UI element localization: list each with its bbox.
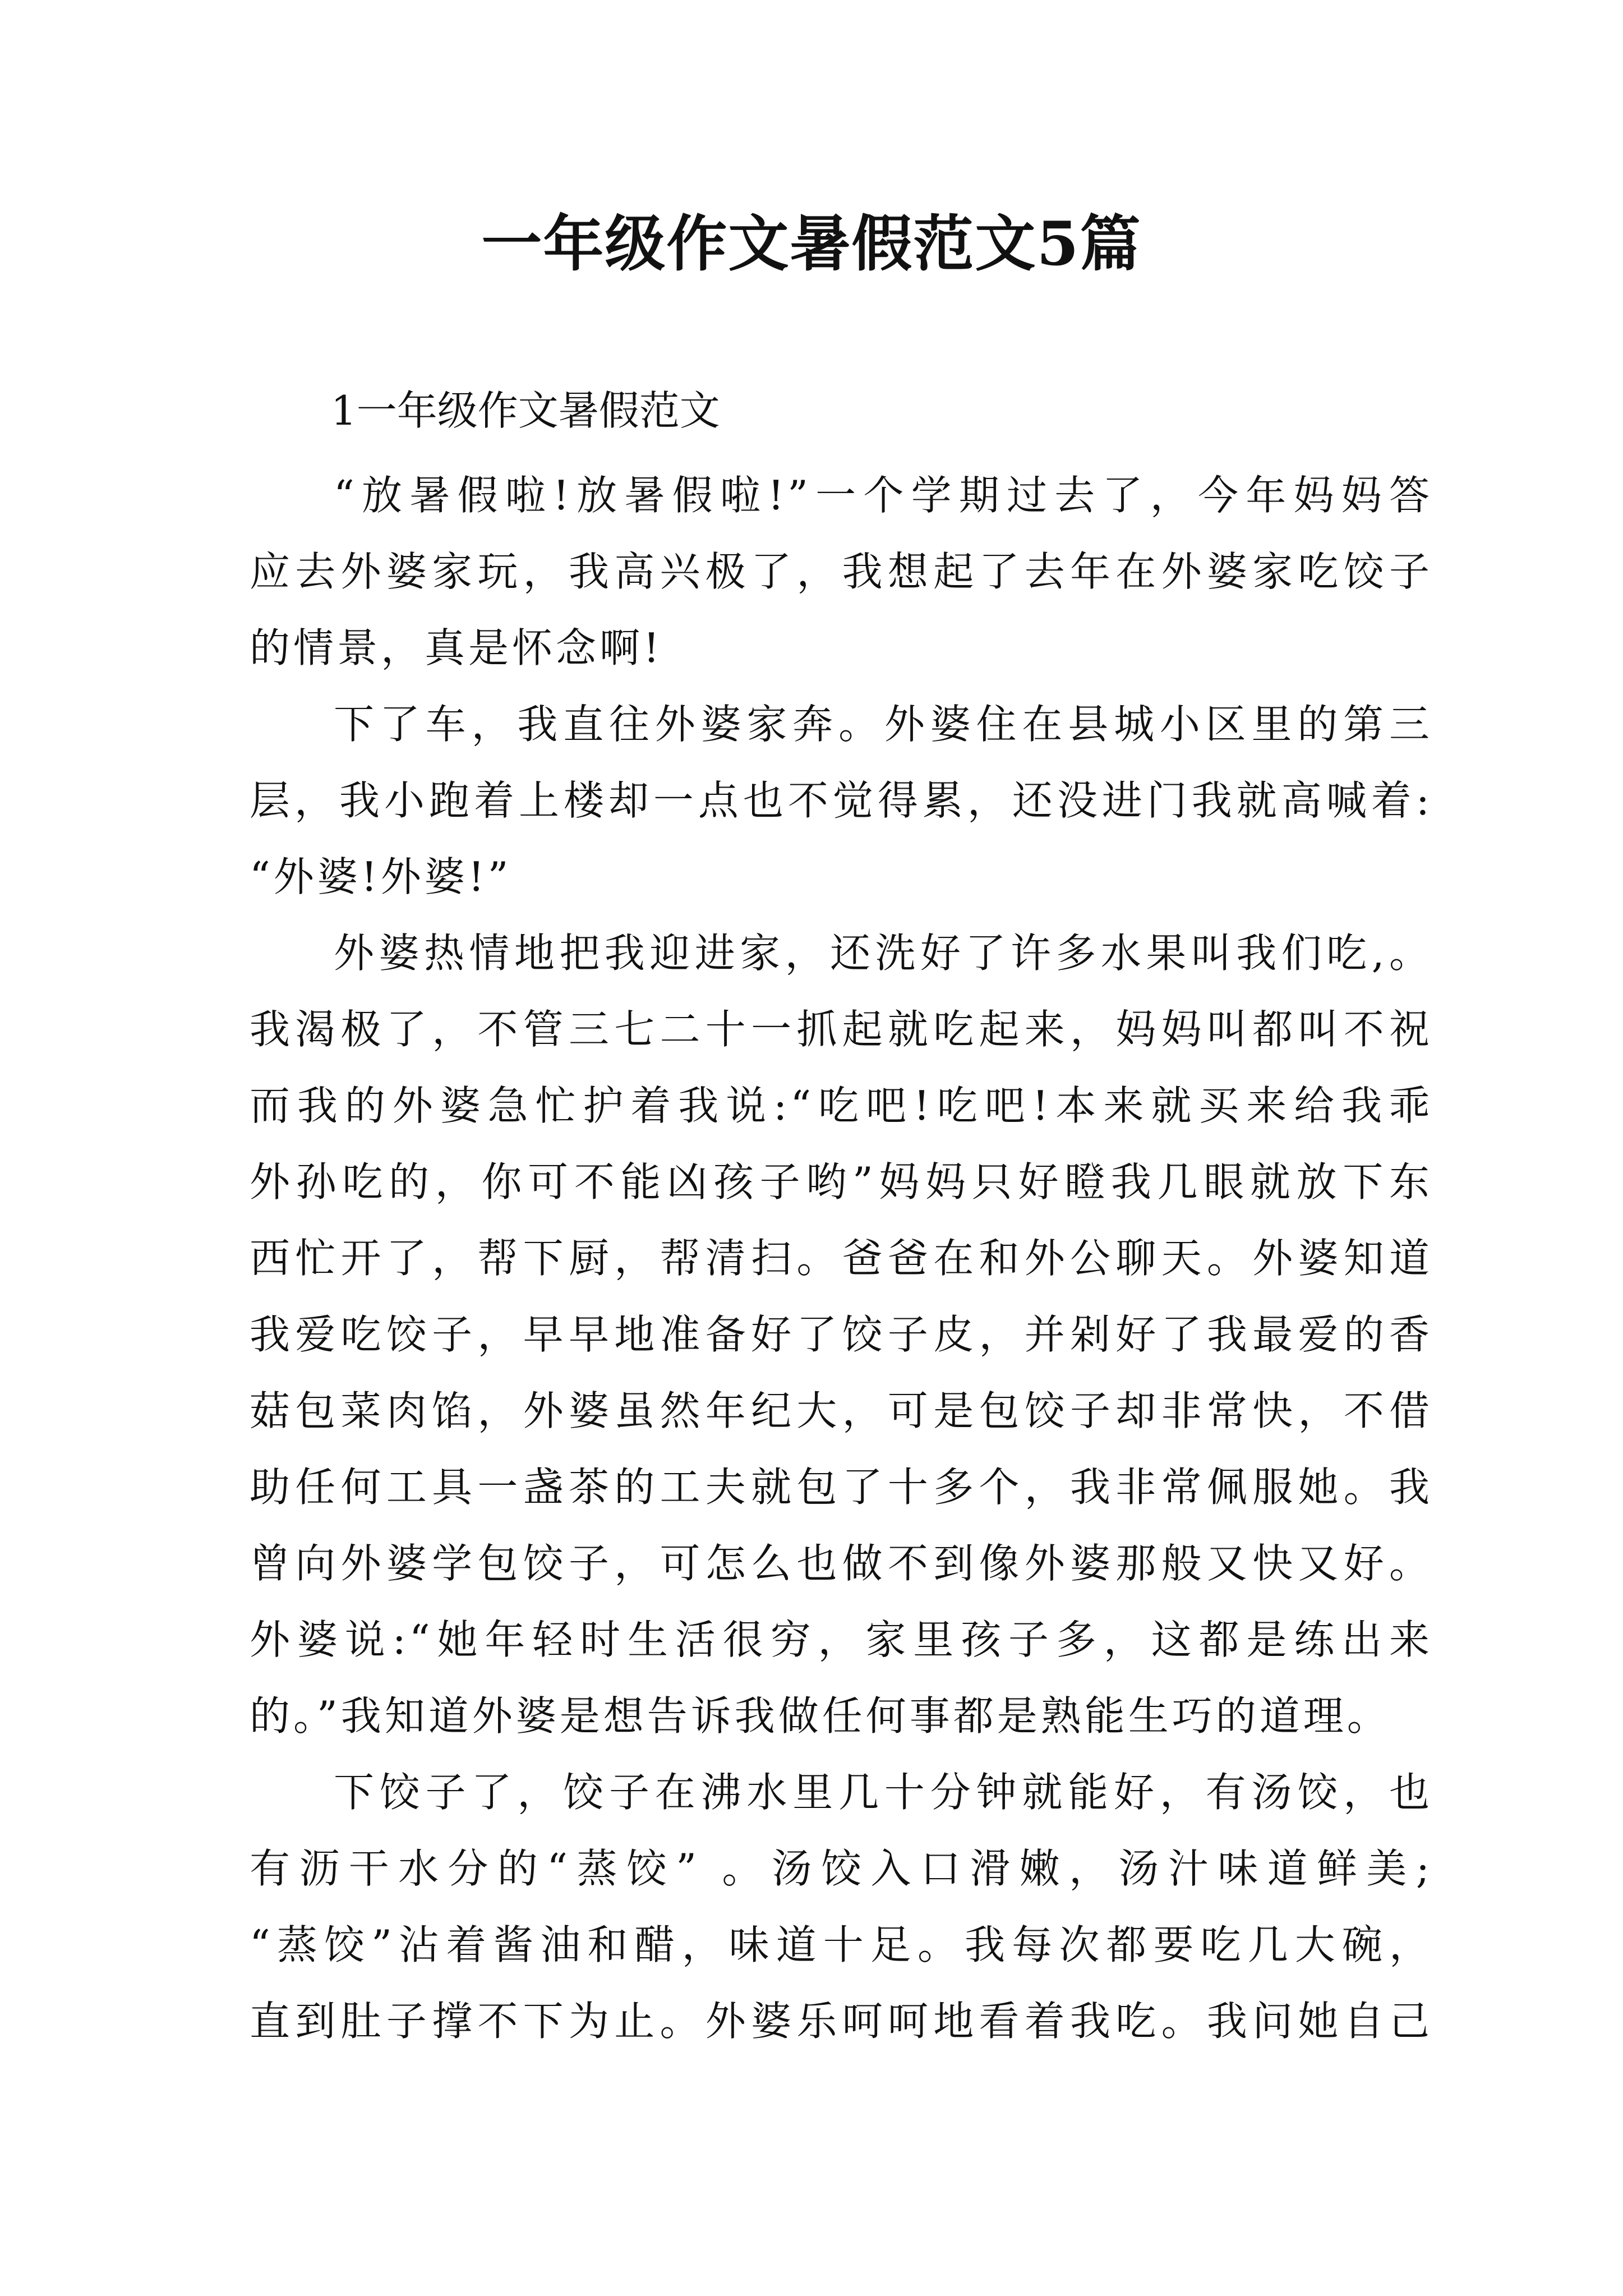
text-line: 我渴极了，不管三七二十一抓起就吃起来，妈妈叫都叫不祝 — [250, 1006, 1433, 1053]
text-line: 下饺子了，饺子在沸水里几十分钟就能好，有汤饺，也 — [334, 1769, 1433, 1816]
text-line: “外婆!外婆!” — [250, 853, 512, 900]
text-line: 助任何工具一盏茶的工夫就包了十多个，我非常佩服她。我 — [250, 1464, 1433, 1511]
text-line: 我爱吃饺子，早早地准备好了饺子皮，并剁好了我最爱的香 — [250, 1311, 1433, 1358]
text-line: 应去外婆家玩，我高兴极了，我想起了去年在外婆家吃饺子 — [250, 548, 1433, 595]
text-line: 西忙开了，帮下厨，帮清扫。爸爸在和外公聊天。外婆知道 — [250, 1235, 1433, 1282]
text-line: 层，我小跑着上楼却一点也不觉得累，还没进门我就高喊着: — [250, 777, 1433, 824]
text-line: 的情景，真是怀念啊! — [250, 624, 663, 671]
text-line: 外婆说:“她年轻时生活很穷，家里孩子多，这都是练出来 — [250, 1616, 1433, 1663]
document-title: 一年级作文暑假范文5篇 — [481, 209, 1142, 279]
text-line: 下了车，我直往外婆家奔。外婆住在县城小区里的第三 — [334, 701, 1433, 748]
text-line: 外孙吃的，你可不能凶孩子哟”妈妈只好瞪我几眼就放下东 — [250, 1158, 1433, 1205]
text-line: “放暑假啦!放暑假啦!”一个学期过去了，今年妈妈答 — [334, 472, 1433, 519]
section-heading: 1一年级作文暑假范文 — [331, 387, 720, 434]
essay-body — [250, 457, 1433, 2059]
text-line: 直到肚子撑不下为止。外婆乐呵呵地看着我吃。我问她自己 — [250, 1998, 1433, 2045]
text-line: “蒸饺”沾着酱油和醋，味道十足。我每次都要吃几大碗， — [250, 1921, 1433, 1968]
text-line: 有沥干水分的“蒸饺” 。汤饺入口滑嫩，汤汁味道鲜美; — [250, 1845, 1433, 1892]
text-line: 而我的外婆急忙护着我说:“吃吧!吃吧!本来就买来给我乖 — [250, 1082, 1433, 1129]
text-line: 外婆热情地把我迎进家，还洗好了许多水果叫我们吃,。 — [334, 930, 1433, 977]
text-line: 曾向外婆学包饺子，可怎么也做不到像外婆那般又快又好。 — [250, 1540, 1433, 1587]
text-line: 的。”我知道外婆是想告诉我做任何事都是熟能生巧的道理。 — [250, 1692, 1391, 1740]
text-line: 菇包菜肉馅，外婆虽然年纪大，可是包饺子却非常快，不借 — [250, 1387, 1433, 1434]
